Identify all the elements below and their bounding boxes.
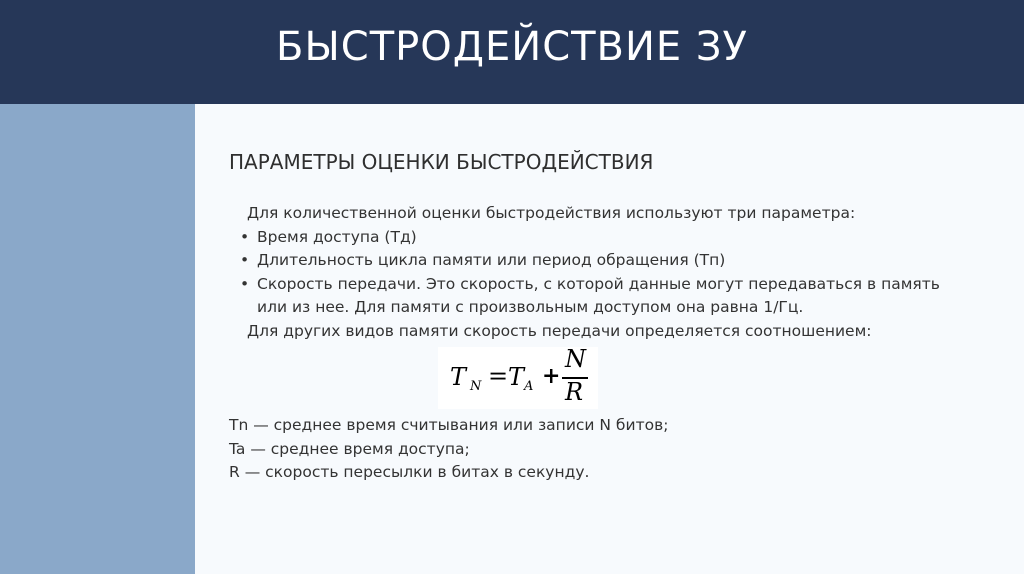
sidebar-panel [0, 104, 195, 574]
body-text [229, 202, 969, 343]
legend-text [229, 414, 668, 485]
list-item: • Скорость передачи. Это скорость, с которой данные могут передаваться в память или из нее. Для памяти с произвольным доступом она равна 1/Гц. [257, 273, 969, 320]
intro-text: Для количественной оценки быстродействия используют три параметра: [247, 204, 856, 222]
formula-ta-sub: A [524, 379, 534, 394]
formula-lhs: T [450, 363, 467, 391]
list-item: • Время доступа (Тд) [257, 226, 969, 250]
formula-image [438, 347, 598, 409]
list-item: • Длительность цикла памяти или период обращения (Тп) [257, 249, 969, 273]
legend-line: Tn — среднее время считывания или записи N битов; [229, 416, 669, 434]
formula-denominator: R [565, 378, 584, 406]
formula-intro: Для других видов памяти скорость передачи определяется соотношением: [247, 321, 872, 340]
slide-title: БЫСТРОДЕЙСТВИЕ ЗУ [276, 24, 748, 70]
legend-line: Ta — среднее время доступа; [229, 439, 470, 458]
formula-ta: T [508, 363, 525, 391]
formula-equals: = [488, 362, 509, 390]
formula-numerator: N [565, 345, 586, 373]
formula-plus: + [542, 363, 561, 389]
section-subtitle: ПАРАМЕТРЫ ОЦЕНКИ БЫСТРОДЕЙСТВИЯ [229, 150, 654, 174]
formula-lhs-sub: N [470, 379, 482, 394]
parameter-list [229, 226, 969, 320]
legend-line: R — скорость пересылки в битах в секунду. [229, 463, 590, 481]
